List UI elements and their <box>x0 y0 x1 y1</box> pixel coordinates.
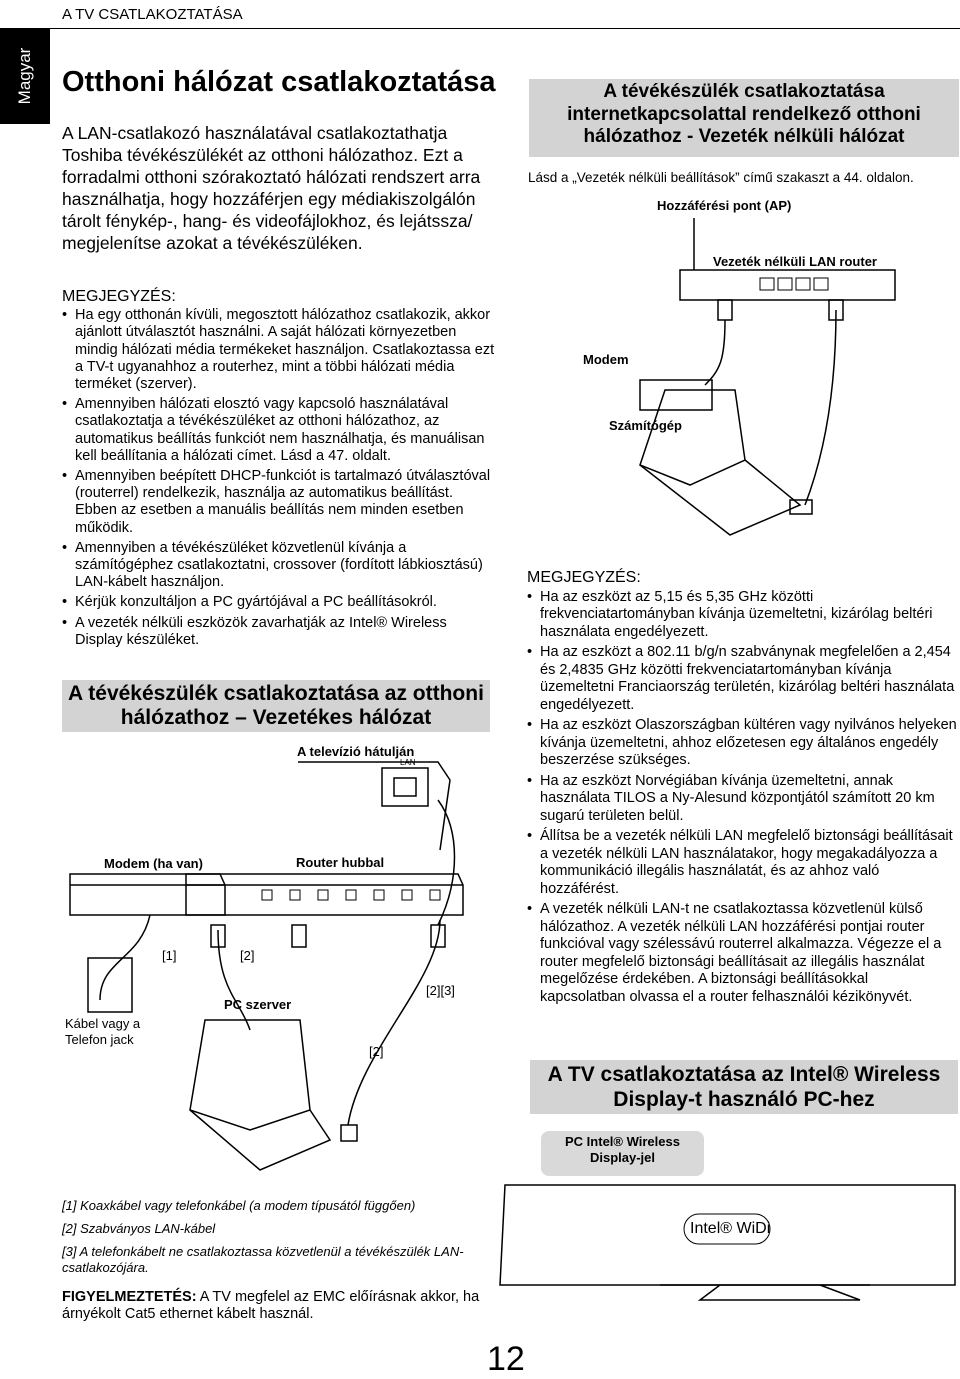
pc-server-laptop <box>190 1020 310 1130</box>
note-heading: MEGJEGYZÉS: <box>62 288 176 305</box>
note-item: • Ha egy otthonán kívüli, megosztott hálózathoz csatlakozik, akkor ajánlott útválasztót használni. A saját hálózati környezetben mindig hálózati média termékeket használjon. Csatlakoztassa ezt a TV-t ugyanahhoz a routerhez, mint a többi hálózati média terméket (szerver). <box>62 307 498 393</box>
cable-tv <box>438 800 455 925</box>
modem-label: Modem (ha van) <box>104 856 203 871</box>
cable-mark-2b: [2] <box>369 1044 384 1059</box>
note-item: • Ha az eszközt Norvégiában kívánja üzemeltetni, annak használata TILOS a Ny-Alesund központjától számított 20 km sugarú területen belül. <box>527 773 957 826</box>
ap-label: Hozzáférési pont (AP) <box>657 198 792 213</box>
wall-jack <box>88 958 132 1012</box>
router-label: Router hubbal <box>296 855 385 870</box>
lan-plug <box>718 300 732 320</box>
note-item: • Amennyiben a tévékészüléket közvetlenül kívánja a számítógéphez csatlakoztatni, crossover (fordított lábkiosztású) LAN-kábelt használjon. <box>62 540 498 592</box>
intro-paragraph: A LAN-csatlakozó használatával csatlakoztathatja Toshiba tévékészülékét az otthoni hálózathoz. Ezt a forradalmi otthoni szórakoztató hálózati rendszert arra használhatja, hogy hozzáférjen egy médiakiszolgálón tárolt fénykép-, hang- és videofájlokhoz, és lejátssza/ megjelenítse azokat a tévékészüléken. <box>62 123 481 253</box>
widi-label: Intel® WiDi <box>690 1220 771 1237</box>
footnote: [1] Koaxkábel vagy telefonkábel (a modem típusától függően) <box>62 1198 416 1213</box>
right-notes <box>527 569 957 1009</box>
wall-jack-label: Kábel vagy a Telefon jack <box>65 1016 141 1047</box>
fcc-warning <box>62 1289 502 1323</box>
lan-port-label: LAN <box>400 758 416 767</box>
computer-label: Számítógép <box>609 418 682 433</box>
section-heading: Otthoni hálózat csatlakoztatása <box>62 66 496 98</box>
page-number: 12 <box>487 1340 525 1378</box>
footnote: [3] A telefonkábelt ne csatlakoztassa közvetlenül a tévékészülék LAN-csatlakozójára. <box>62 1244 464 1275</box>
cable-2 <box>218 930 250 1030</box>
fcc-warning-label: FIGYELMEZTETÉS: <box>62 1289 197 1305</box>
fcc-warning-text: A TV megfelel az EMC előírásnak akkor, ha árnyékolt Cat5 ethernet kábelt használ. <box>62 1289 480 1322</box>
modem-label-wireless: Modem <box>583 352 629 367</box>
cable-router-modem <box>705 320 725 385</box>
lan-port-icon <box>394 778 416 796</box>
running-header: A TV CSATLAKOZTATÁSA <box>62 6 243 23</box>
cable-router-pc <box>805 310 836 505</box>
computer-laptop <box>640 390 745 485</box>
footnote: [2] Szabványos LAN-kábel <box>62 1221 216 1236</box>
note-item: • Ha az eszközt Olaszországban kültéren vagy nyilvános helyeken kívánja üzemeltetni, ahhoz előzetesen egy általános engedély beszerzése szükséges. <box>527 717 957 770</box>
lan-port-frame <box>382 768 428 806</box>
tv-stand <box>700 1285 860 1300</box>
lan-plug <box>341 1125 357 1141</box>
note-item: • A vezeték nélküli eszközök zavarhatják az Intel® Wireless Display készüléket. <box>62 615 498 649</box>
wired-section-heading: A tévékészülék csatlakoztatása az otthoni hálózathoz – Vezetékes hálózat <box>62 680 490 732</box>
cable-mark-23: [2][3] <box>426 983 455 998</box>
note-heading: MEGJEGYZÉS: <box>527 569 641 586</box>
lan-plug <box>292 925 306 947</box>
cable-3 <box>348 920 440 1125</box>
language-tab-label: Magyar <box>15 47 34 105</box>
cable-mark-1: [1] <box>162 948 177 963</box>
note-item: • Ha az eszközt az 5,15 és 5,35 GHz közötti frekvenciatartományban kívánja üzemeltetni, kizárólag beltéri használata engedélyezett. <box>527 589 957 642</box>
note-item: • A vezeték nélküli LAN-t ne csatlakoztassa közvetlenül külső hálózathoz. A vezeték nélküli LAN hozzáférési pontjai router funkcióval vagy szélessávú routerrel alkalmazza. Végezze el a router megfelelő biztonsági beállításait az illegális használat megelőzése érdekében. A biztonsági beállításokkal kapcsolatban olvassa el a router felhasználói kézikönyvét. <box>527 901 957 1006</box>
cable-mark-2: [2] <box>240 948 255 963</box>
modem-box <box>70 874 225 915</box>
wireless-see-reference: Lásd a „Vezeték nélküli beállítások” című szakaszt a 44. oldalon. <box>528 170 914 185</box>
lan-plug <box>790 500 812 514</box>
modem-box-wireless <box>640 380 712 410</box>
pc-server-label: PC szerver <box>224 997 292 1012</box>
note-item: • Amennyiben hálózati elosztó vagy kapcsoló használatával csatlakoztatja a tévékészüléket az otthoni hálózathoz, az automatikus beállítás funkciót nem használhatja, és manuálisan kell beállítania a hálózati címet. Lásd a 47. oldalt. <box>62 396 498 465</box>
footnotes <box>62 1198 502 1283</box>
note-item: • Kérjük konzultáljon a PC gyártójával a PC beállításokról. <box>62 594 498 611</box>
wireless-section-heading: A tévékészülék csatlakoztatása internetkapcsolattal rendelkező otthoni hálózathoz - Vezeték nélküli hálózat <box>529 79 959 157</box>
note-item: • Ha az eszközt a 802.11 b/g/n szabványnak megfelelően a 2,454 és 2,4835 GHz közötti frekvenciatartományban kívánja üzemeltetni Franciaország területén, kizárólag beltéri használata engedélyezett. <box>527 644 957 714</box>
tv-back-label: A televízió hátulján <box>297 744 415 759</box>
pc-intel-badge: PC Intel® Wireless Display-jel <box>541 1131 704 1176</box>
intel-section-heading: A TV csatlakoztatása az Intel® Wireless Display-t használó PC-hez <box>530 1060 958 1114</box>
note-item: • Amennyiben beépített DHCP-funkciót is tartalmazó útválasztóval (routerrel) rendelkezik, használja az automatikus beállítást. Ebben az esetben a manuális beállítás nem minden esetben működik. <box>62 468 498 537</box>
wireless-router-label: Vezeték nélküli LAN router <box>713 254 877 269</box>
pc-server-keyboard <box>190 1110 330 1170</box>
note-item: • Állítsa be a vezeték nélküli LAN megfelelő biztonsági beállításait a vezeték nélküli LAN használatakor, hogy megakadályozza a kommunikáció illegális használatát, és az ahhoz való hozzáférést. <box>527 828 957 898</box>
